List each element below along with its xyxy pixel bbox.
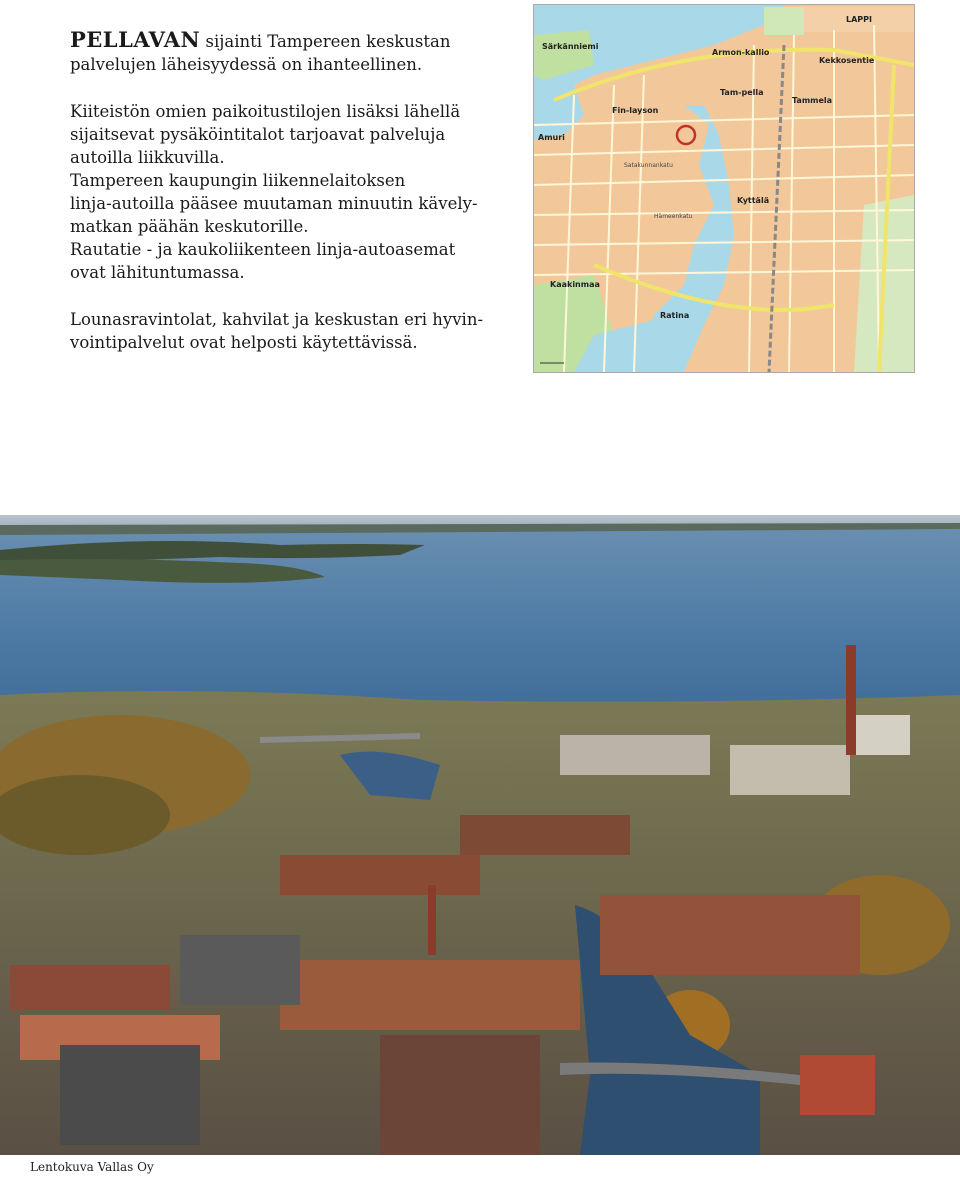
map-label: Kyttälä [737,196,770,205]
text-line: Lounasravintolat, kahvilat ja keskustan eri hyvin- [70,310,484,329]
text-line: matkan päähän keskutorille. [70,217,309,236]
text-line: vointipalvelut ovat helposti käytettävissä. [70,333,418,352]
text-line: autoilla liikkuvilla. [70,148,225,167]
city-map [533,4,915,373]
map-label: Särkänniemi [542,42,599,51]
parking-paragraph [70,100,510,284]
map-label: Amuri [538,133,565,142]
map-label: Kekkosentie [819,56,875,65]
map-label: LAPPI [846,15,872,24]
services-paragraph [70,308,510,354]
intro-paragraph [70,28,510,76]
map-label: Tammela [792,96,833,105]
intro-line1: sijainti Tampereen keskustan [200,32,451,51]
photo-credit: Lentokuva Vallas Oy [30,1160,154,1174]
map-label: Ratina [660,311,690,320]
text-line: ovat lähituntumassa. [70,263,245,282]
map-label: Satakunnankatu [624,162,673,169]
intro-line2: palvelujen läheisyydessä on ihanteellinen. [70,55,423,74]
map-label: Tam-pella [720,88,764,97]
map-label: Kaakinmaa [550,280,600,289]
text-line: sijaitsevat pysäköintitalot tarjoavat palveluja [70,125,446,144]
text-line: Tampereen kaupungin liikennelaitoksen [70,171,406,190]
brand-name: PELLAVAN [70,27,201,52]
aerial-photo [0,515,960,1155]
text-line: Kiiteistön omien paikoitustilojen lisäksi lähellä [70,102,461,121]
map-label: Armon-kallio [712,48,770,57]
text-line: Rautatie - ja kaukoliikenteen linja-autoasemat [70,240,456,259]
text-line: linja-autoilla pääsee muutaman minuutin kävely- [70,194,478,213]
intro-text [70,28,510,354]
map-label: Fin-layson [612,106,659,115]
map-label: Hämeenkatu [654,213,693,220]
